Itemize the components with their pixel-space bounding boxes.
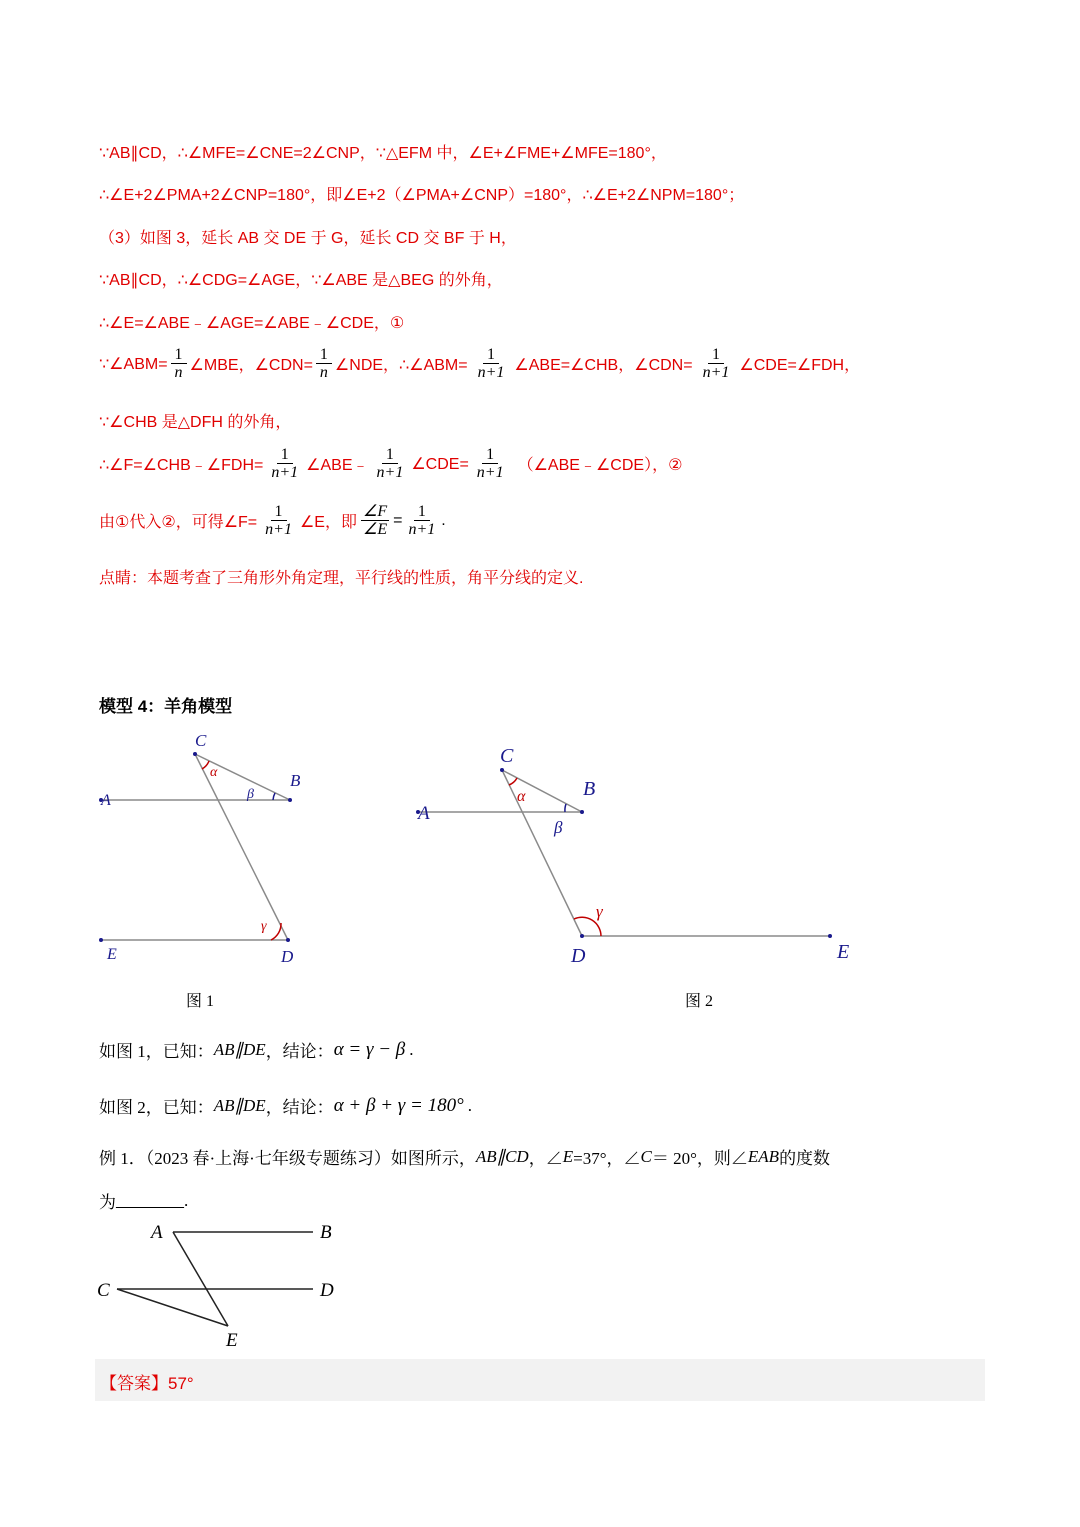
l8-part-d: （∠ABE﹣∠CDE），② <box>517 457 683 474</box>
example-source: 例 1．（2023 春·上海·七年级专题练习）如图所示， <box>99 1149 476 1168</box>
c1-prefix: 如图 1，已知： <box>99 1042 214 1061</box>
figure-2-caption: 图 2 <box>685 993 714 1010</box>
c1-formula: α = γ − β <box>333 1038 406 1060</box>
answer-text: 【答案】57° <box>100 1374 194 1393</box>
solution-line-8 <box>99 446 682 481</box>
example-text: ，∠ <box>528 1149 563 1168</box>
example-text: =37°，∠ <box>573 1149 641 1168</box>
ex-label-a: A <box>151 1222 163 1243</box>
fraction-1-over-n-plus-1: $\frac{1}{n+1}$ <box>476 446 504 481</box>
example-angle-e: E <box>562 1146 574 1166</box>
l6-part-d: ∠ABE=∠CHB，∠CDN= <box>514 357 693 374</box>
example-text: . <box>184 1190 189 1210</box>
l8-part-c: ∠CDE= <box>411 455 469 473</box>
answer-box <box>95 1359 985 1401</box>
c2-condition: AB∥DE <box>213 1095 266 1115</box>
fig1-label-a: A <box>101 792 111 809</box>
example-text: 的度数 <box>779 1149 831 1168</box>
fig2-label-gamma: γ <box>596 902 603 921</box>
fig1-label-e: E <box>107 946 117 963</box>
example-line-1 <box>99 1144 830 1169</box>
fig2-label-b: B <box>583 778 596 800</box>
fig1-label-b: B <box>290 771 301 790</box>
solution-line-2: ∴∠E+2∠PMA+2∠CNP=180°，即∠E+2（∠PMA+∠CNP）=180°，∴∠E+2∠NPM=180°； <box>99 187 745 204</box>
fig2-label-beta: β <box>554 818 563 837</box>
l9-end: . <box>441 511 446 529</box>
fraction-F-over-E: $\frac{\angle F}{\angle E}$ <box>362 503 388 538</box>
fraction-1-over-n-plus-1: $\frac{1}{n+1}$ <box>376 446 404 481</box>
fig2-label-c: C <box>500 745 514 767</box>
fig2-label-e: E <box>837 941 850 963</box>
solution-line-5: ∴∠E=∠ABE﹣∠AGE=∠ABE﹣∠CDE，① <box>99 315 405 332</box>
solution-note: 点睛：本题考查了三角形外角定理，平行线的性质，角平分线的定义. <box>99 570 584 587</box>
solution-line-9 <box>99 503 446 538</box>
figure-2-diagram <box>410 740 870 970</box>
c1-condition: AB∥DE <box>213 1039 266 1059</box>
solution-line-6 <box>99 346 860 381</box>
example-angle-eab: EAB <box>747 1146 780 1166</box>
l6-part-a: ∵∠ABM= <box>99 355 168 373</box>
fraction-1-over-n-plus-1: $\frac{1}{n+1}$ <box>265 503 292 538</box>
l8-part-b: ∠ABE﹣ <box>306 457 369 474</box>
figure-1-diagram <box>95 728 325 968</box>
fraction-1-over-n: $\frac{1}{n}$ <box>171 346 187 381</box>
solution-line-1: ∵AB∥CD，∴∠MFE=∠CNE=2∠CNP，∵△EFM 中，∠E+∠FME+∠MFE=180°， <box>99 145 667 162</box>
example-text: 为 <box>99 1193 116 1212</box>
fig2-label-alpha: α <box>517 788 526 805</box>
fig1-label-d: D <box>281 947 294 966</box>
fraction-1-over-n-plus-1: $\frac{1}{n+1}$ <box>702 346 730 381</box>
solution-line-7: ∵∠CHB 是△DFH 的外角， <box>99 414 292 431</box>
c2-prefix: 如图 2，已知： <box>99 1098 214 1117</box>
answer-blank: ________ <box>116 1190 184 1210</box>
l6-part-e: ∠CDE=∠FDH， <box>739 357 861 374</box>
example-angle-c: C <box>640 1146 652 1166</box>
section-title: 模型 4：羊角模型 <box>99 697 233 716</box>
figure-1-caption: 图 1 <box>186 993 215 1010</box>
l8-part-a: ∴∠F=∠CHB﹣∠FDH= <box>99 457 264 474</box>
fig1-label-c: C <box>195 731 207 750</box>
c2-formula: α + β + γ = 180° <box>333 1094 464 1116</box>
fig2-label-a: A <box>418 803 430 824</box>
fraction-1-over-n: $\frac{1}{n}$ <box>316 346 332 381</box>
fig1-label-alpha: α <box>210 765 218 780</box>
l9-equals: = <box>393 511 403 529</box>
fraction-1-over-n-plus-1: $\frac{1}{n+1}$ <box>271 446 299 481</box>
conclusion-2 <box>99 1093 472 1118</box>
c1-mid: ，结论： <box>265 1042 334 1061</box>
fraction-1-over-n-plus-1: $\frac{1}{n+1}$ <box>408 503 436 538</box>
solution-line-3: （3）如图 3，延长 AB 交 DE 于 G，延长 CD 交 BF 于 H， <box>99 230 517 247</box>
l6-part-b: ∠MBE，∠CDN= <box>189 357 313 374</box>
l6-part-c: ∠NDE，∴∠ABM= <box>334 357 468 374</box>
ex-label-b: B <box>320 1222 332 1243</box>
example-diagram <box>95 1218 355 1353</box>
l9-part-b: ∠E，即 <box>299 514 357 531</box>
c1-end: . <box>409 1039 414 1059</box>
ex-label-e: E <box>226 1330 238 1351</box>
conclusion-1 <box>99 1037 414 1062</box>
fig1-label-beta: β <box>247 787 254 802</box>
example-line-2 <box>99 1188 188 1213</box>
ex-label-d: D <box>320 1280 334 1301</box>
example-text: ＝ 20°，则∠ <box>651 1149 748 1168</box>
fraction-1-over-n-plus-1: $\frac{1}{n+1}$ <box>477 346 505 381</box>
fig1-label-gamma: γ <box>261 919 267 934</box>
l9-part-a: 由①代入②，可得∠F= <box>99 514 258 531</box>
ex-label-c: C <box>97 1280 110 1301</box>
c2-end: . <box>467 1095 472 1115</box>
example-condition: AB∥CD <box>475 1146 529 1166</box>
c2-mid: ，结论： <box>265 1098 334 1117</box>
solution-line-4: ∵AB∥CD，∴∠CDG=∠AGE，∵∠ABE 是△BEG 的外角， <box>99 272 503 289</box>
fig2-label-d: D <box>571 945 586 967</box>
